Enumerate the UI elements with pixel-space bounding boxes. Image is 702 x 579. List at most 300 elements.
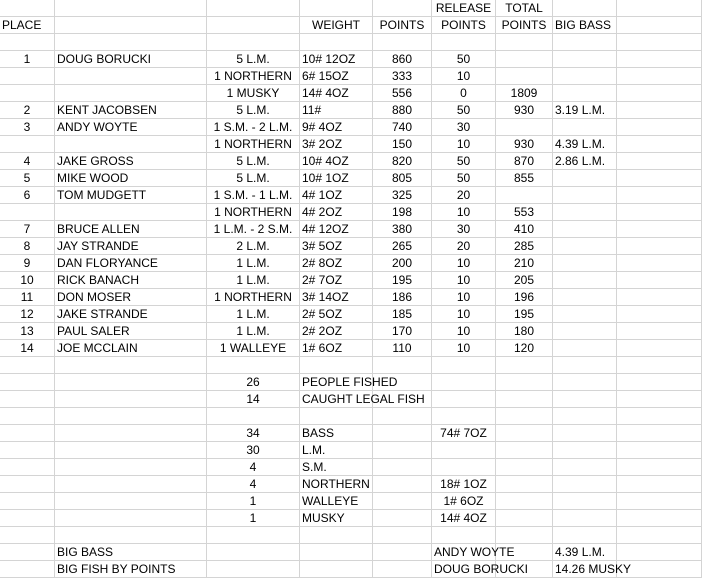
table-cell bbox=[617, 153, 702, 170]
table-cell: 5 L.M. bbox=[207, 102, 300, 119]
table-cell bbox=[496, 476, 553, 493]
table-cell: 1# 6OZ bbox=[300, 340, 373, 357]
table-cell bbox=[496, 187, 553, 204]
table-cell bbox=[553, 289, 617, 306]
table-cell: 1 S.M. - 1 L.M. bbox=[207, 187, 300, 204]
table-cell bbox=[55, 85, 207, 102]
table-cell bbox=[553, 357, 617, 374]
header-cell: PLACE bbox=[0, 17, 55, 34]
table-cell: 20 bbox=[432, 238, 496, 255]
table-cell bbox=[553, 187, 617, 204]
table-cell: 10 bbox=[432, 289, 496, 306]
table-cell bbox=[617, 340, 702, 357]
header-cell bbox=[55, 17, 207, 34]
table-cell: 930 bbox=[496, 102, 553, 119]
table-cell bbox=[617, 238, 702, 255]
table-cell: 4 bbox=[0, 153, 55, 170]
table-cell bbox=[496, 408, 553, 425]
table-cell bbox=[300, 561, 373, 578]
table-cell bbox=[553, 51, 617, 68]
table-cell: 820 bbox=[373, 153, 432, 170]
table-cell bbox=[617, 170, 702, 187]
table-cell bbox=[617, 408, 702, 425]
header-cell bbox=[553, 0, 617, 17]
table-cell: 30 bbox=[432, 221, 496, 238]
table-cell: 18# 1OZ bbox=[432, 476, 496, 493]
table-cell bbox=[553, 510, 617, 527]
table-cell: 380 bbox=[373, 221, 432, 238]
table-cell bbox=[553, 340, 617, 357]
table-cell bbox=[300, 357, 373, 374]
table-cell: ANDY WOYTE bbox=[434, 545, 515, 559]
table-cell bbox=[553, 221, 617, 238]
table-cell: 10# 1OZ bbox=[300, 170, 373, 187]
table-cell: BIG BASS bbox=[55, 544, 207, 561]
table-cell: 930 bbox=[496, 136, 553, 153]
table-cell: 1 NORTHERN bbox=[207, 68, 300, 85]
table-cell bbox=[0, 476, 55, 493]
table-cell: 880 bbox=[373, 102, 432, 119]
table-cell bbox=[55, 391, 207, 408]
table-cell bbox=[0, 408, 55, 425]
table-cell: 6# 15OZ bbox=[300, 68, 373, 85]
table-cell: 860 bbox=[373, 51, 432, 68]
table-cell: 4# 1OZ bbox=[300, 187, 373, 204]
table-cell: MUSKY bbox=[300, 510, 373, 527]
table-cell: 10# 4OZ bbox=[300, 153, 373, 170]
table-cell: 5 L.M. bbox=[207, 51, 300, 68]
table-cell bbox=[553, 68, 617, 85]
table-cell bbox=[207, 561, 300, 578]
table-cell: 2# 8OZ bbox=[300, 255, 373, 272]
table-cell: 10 bbox=[432, 340, 496, 357]
table-cell bbox=[0, 425, 55, 442]
table-cell bbox=[553, 272, 617, 289]
table-cell: 410 bbox=[496, 221, 553, 238]
table-cell: 805 bbox=[373, 170, 432, 187]
table-cell: 5 L.M. bbox=[207, 153, 300, 170]
table-cell: 1 MUSKY bbox=[207, 85, 300, 102]
table-cell bbox=[432, 408, 496, 425]
header-cell bbox=[373, 0, 432, 17]
table-cell: 1 bbox=[207, 510, 300, 527]
table-cell: NORTHERN bbox=[300, 476, 373, 493]
table-cell bbox=[617, 34, 702, 51]
table-cell bbox=[0, 68, 55, 85]
table-cell: 14.26 MUSKY bbox=[555, 562, 632, 576]
table-cell: 50 bbox=[432, 102, 496, 119]
table-cell: 10 bbox=[432, 204, 496, 221]
table-cell bbox=[207, 527, 300, 544]
table-cell bbox=[373, 561, 432, 578]
table-cell: 26 bbox=[207, 374, 300, 391]
table-cell: 1 L.M. - 2 S.M. bbox=[207, 221, 300, 238]
table-cell: 8 bbox=[0, 238, 55, 255]
table-cell: PEOPLE FISHED bbox=[302, 375, 398, 389]
table-cell bbox=[553, 527, 617, 544]
table-cell bbox=[496, 493, 553, 510]
table-cell: MIKE WOOD bbox=[55, 170, 207, 187]
table-cell: 285 bbox=[496, 238, 553, 255]
table-cell bbox=[617, 442, 702, 459]
table-cell bbox=[373, 425, 432, 442]
table-cell bbox=[496, 442, 553, 459]
table-cell bbox=[496, 68, 553, 85]
table-cell: 74# 7OZ bbox=[432, 425, 496, 442]
table-cell: 10 bbox=[432, 255, 496, 272]
table-cell bbox=[300, 408, 373, 425]
table-cell bbox=[496, 119, 553, 136]
table-cell bbox=[55, 374, 207, 391]
table-cell bbox=[55, 408, 207, 425]
table-cell: 196 bbox=[496, 289, 553, 306]
table-cell bbox=[553, 459, 617, 476]
table-cell: 195 bbox=[373, 272, 432, 289]
table-cell bbox=[617, 187, 702, 204]
table-cell bbox=[496, 459, 553, 476]
table-cell bbox=[617, 289, 702, 306]
header-cell bbox=[0, 0, 55, 17]
table-cell bbox=[55, 34, 207, 51]
table-cell bbox=[617, 527, 702, 544]
table-cell: 50 bbox=[432, 170, 496, 187]
table-cell bbox=[617, 493, 702, 510]
table-cell: 30 bbox=[432, 119, 496, 136]
table-cell: 2# 2OZ bbox=[300, 323, 373, 340]
table-cell: 186 bbox=[373, 289, 432, 306]
table-cell: PAUL SALER bbox=[55, 323, 207, 340]
table-cell bbox=[55, 476, 207, 493]
table-cell: 1 L.M. bbox=[207, 323, 300, 340]
table-cell bbox=[553, 119, 617, 136]
table-cell bbox=[617, 102, 702, 119]
table-cell bbox=[617, 561, 702, 578]
table-cell: 4 bbox=[207, 476, 300, 493]
table-cell bbox=[496, 561, 553, 578]
header-cell bbox=[207, 0, 300, 17]
table-cell: 150 bbox=[373, 136, 432, 153]
table-cell: 13 bbox=[0, 323, 55, 340]
table-cell: 1809 bbox=[496, 85, 553, 102]
table-cell: 1 L.M. bbox=[207, 272, 300, 289]
table-cell: L.M. bbox=[300, 442, 373, 459]
table-cell: 12 bbox=[0, 306, 55, 323]
table-cell bbox=[373, 408, 432, 425]
table-cell: 870 bbox=[496, 153, 553, 170]
table-cell: 855 bbox=[496, 170, 553, 187]
table-cell bbox=[496, 391, 553, 408]
table-cell: 11 bbox=[0, 289, 55, 306]
table-cell bbox=[553, 323, 617, 340]
table-cell: 10 bbox=[0, 272, 55, 289]
table-cell bbox=[617, 85, 702, 102]
table-cell: 10 bbox=[432, 272, 496, 289]
table-cell bbox=[300, 34, 373, 51]
table-cell: 4.39 L.M. bbox=[553, 544, 617, 561]
table-cell: 20 bbox=[432, 187, 496, 204]
table-cell: 30 bbox=[207, 442, 300, 459]
table-cell: 265 bbox=[373, 238, 432, 255]
table-cell bbox=[373, 374, 432, 391]
table-cell bbox=[55, 136, 207, 153]
table-cell: 740 bbox=[373, 119, 432, 136]
header-cell bbox=[55, 0, 207, 17]
table-cell: 10# 12OZ bbox=[300, 51, 373, 68]
table-cell: DON MOSER bbox=[55, 289, 207, 306]
header-cell: POINTS bbox=[496, 17, 553, 34]
table-cell: 2# 5OZ bbox=[300, 306, 373, 323]
table-cell bbox=[496, 544, 553, 561]
table-cell: DOUG BORUCKI bbox=[434, 562, 529, 576]
table-cell bbox=[432, 34, 496, 51]
table-cell bbox=[553, 391, 617, 408]
header-cell: RELEASE bbox=[432, 0, 496, 17]
table-cell bbox=[55, 204, 207, 221]
table-cell: 3 bbox=[0, 119, 55, 136]
table-cell: 50 bbox=[432, 153, 496, 170]
table-cell bbox=[617, 272, 702, 289]
table-cell bbox=[553, 255, 617, 272]
header-cell bbox=[617, 17, 702, 34]
header-cell: TOTAL bbox=[496, 0, 553, 17]
table-cell: CAUGHT LEGAL FISH bbox=[302, 392, 425, 406]
table-cell bbox=[617, 510, 702, 527]
header-cell: BIG BASS bbox=[553, 17, 617, 34]
table-cell: 180 bbox=[496, 323, 553, 340]
table-cell bbox=[300, 544, 373, 561]
table-cell bbox=[496, 425, 553, 442]
table-cell bbox=[0, 391, 55, 408]
table-cell bbox=[617, 68, 702, 85]
table-cell bbox=[55, 442, 207, 459]
table-cell bbox=[496, 510, 553, 527]
table-cell bbox=[0, 357, 55, 374]
table-cell: 1 L.M. bbox=[207, 255, 300, 272]
table-cell: 9# 4OZ bbox=[300, 119, 373, 136]
table-cell: 120 bbox=[496, 340, 553, 357]
table-cell: 7 bbox=[0, 221, 55, 238]
table-cell bbox=[0, 34, 55, 51]
table-cell: 34 bbox=[207, 425, 300, 442]
table-cell bbox=[373, 391, 432, 408]
table-cell: 195 bbox=[496, 306, 553, 323]
table-cell: 9 bbox=[0, 255, 55, 272]
table-cell bbox=[373, 34, 432, 51]
table-cell bbox=[553, 238, 617, 255]
table-cell bbox=[432, 527, 496, 544]
table-cell: 1 bbox=[0, 51, 55, 68]
table-cell bbox=[617, 459, 702, 476]
table-cell: 1# 6OZ bbox=[432, 493, 496, 510]
header-cell bbox=[617, 0, 702, 17]
table-cell: 333 bbox=[373, 68, 432, 85]
table-cell bbox=[373, 459, 432, 476]
table-cell: 210 bbox=[496, 255, 553, 272]
table-cell: 1 NORTHERN bbox=[207, 136, 300, 153]
table-cell bbox=[617, 323, 702, 340]
table-cell bbox=[373, 357, 432, 374]
table-cell: 198 bbox=[373, 204, 432, 221]
table-cell: JAKE STRANDE bbox=[55, 306, 207, 323]
table-cell bbox=[617, 51, 702, 68]
table-cell: TOM MUDGETT bbox=[55, 187, 207, 204]
table-cell: 205 bbox=[496, 272, 553, 289]
table-cell: ANDY WOYTE bbox=[55, 119, 207, 136]
table-cell bbox=[617, 544, 702, 561]
table-cell: RICK BANACH bbox=[55, 272, 207, 289]
table-cell bbox=[0, 136, 55, 153]
table-cell bbox=[0, 442, 55, 459]
table-cell bbox=[373, 442, 432, 459]
table-cell: KENT JACOBSEN bbox=[55, 102, 207, 119]
table-cell: 10 bbox=[432, 323, 496, 340]
table-cell: 3.19 L.M. bbox=[553, 102, 617, 119]
table-cell bbox=[553, 170, 617, 187]
table-cell bbox=[55, 527, 207, 544]
table-cell bbox=[207, 34, 300, 51]
table-cell bbox=[553, 34, 617, 51]
table-cell bbox=[0, 561, 55, 578]
table-cell: 185 bbox=[373, 306, 432, 323]
table-cell: S.M. bbox=[300, 459, 373, 476]
table-cell: 3# 2OZ bbox=[300, 136, 373, 153]
table-cell bbox=[373, 544, 432, 561]
table-cell bbox=[496, 34, 553, 51]
table-cell bbox=[617, 221, 702, 238]
table-cell bbox=[55, 68, 207, 85]
table-cell bbox=[373, 510, 432, 527]
table-cell: DOUG BORUCKI bbox=[55, 51, 207, 68]
table-cell bbox=[432, 391, 496, 408]
table-cell: 5 L.M. bbox=[207, 170, 300, 187]
header-cell: WEIGHT bbox=[300, 17, 373, 34]
table-cell bbox=[0, 544, 55, 561]
table-cell: 1 S.M. - 2 L.M. bbox=[207, 119, 300, 136]
table-cell: 1 WALLEYE bbox=[207, 340, 300, 357]
table-cell bbox=[617, 204, 702, 221]
table-cell bbox=[496, 357, 553, 374]
header-cell: POINTS bbox=[432, 17, 496, 34]
table-cell bbox=[617, 255, 702, 272]
table-cell: 6 bbox=[0, 187, 55, 204]
table-cell bbox=[432, 459, 496, 476]
table-cell bbox=[617, 391, 702, 408]
table-cell bbox=[617, 119, 702, 136]
table-cell: 553 bbox=[496, 204, 553, 221]
table-cell bbox=[0, 204, 55, 221]
table-cell bbox=[0, 493, 55, 510]
table-cell: 4# 12OZ bbox=[300, 221, 373, 238]
table-cell bbox=[617, 136, 702, 153]
table-cell: JAY STRANDE bbox=[55, 238, 207, 255]
table-cell: BIG FISH BY POINTS bbox=[55, 561, 207, 578]
table-cell: 14 bbox=[207, 391, 300, 408]
table-cell bbox=[553, 493, 617, 510]
table-cell bbox=[207, 408, 300, 425]
table-cell: JOE MCCLAIN bbox=[55, 340, 207, 357]
table-cell: 14# 4OZ bbox=[432, 510, 496, 527]
table-cell bbox=[553, 204, 617, 221]
table-cell: 4.39 L.M. bbox=[553, 136, 617, 153]
table-cell bbox=[553, 306, 617, 323]
table-cell bbox=[207, 544, 300, 561]
table-cell: 10 bbox=[432, 136, 496, 153]
table-cell bbox=[617, 357, 702, 374]
table-cell bbox=[0, 85, 55, 102]
table-cell: 11# bbox=[300, 102, 373, 119]
table-cell: 3# 5OZ bbox=[300, 238, 373, 255]
table-cell: 5 bbox=[0, 170, 55, 187]
table-cell bbox=[0, 374, 55, 391]
table-cell bbox=[553, 425, 617, 442]
table-cell bbox=[553, 85, 617, 102]
table-cell bbox=[373, 493, 432, 510]
table-cell: 1 L.M. bbox=[207, 306, 300, 323]
table-cell: JAKE GROSS bbox=[55, 153, 207, 170]
table-cell: 14 bbox=[0, 340, 55, 357]
table-cell bbox=[496, 374, 553, 391]
table-cell bbox=[432, 374, 496, 391]
table-cell bbox=[553, 442, 617, 459]
table-cell bbox=[496, 527, 553, 544]
table-cell bbox=[55, 493, 207, 510]
table-cell bbox=[55, 357, 207, 374]
table-cell: BASS bbox=[300, 425, 373, 442]
table-cell: 2 L.M. bbox=[207, 238, 300, 255]
table-cell bbox=[373, 527, 432, 544]
table-cell bbox=[55, 459, 207, 476]
table-cell: 50 bbox=[432, 51, 496, 68]
table-cell: 1 bbox=[207, 493, 300, 510]
table-cell: 2 bbox=[0, 102, 55, 119]
header-cell bbox=[300, 0, 373, 17]
header-cell bbox=[207, 17, 300, 34]
table-cell bbox=[300, 527, 373, 544]
table-cell bbox=[496, 51, 553, 68]
table-cell bbox=[0, 527, 55, 544]
table-cell bbox=[55, 425, 207, 442]
table-cell bbox=[617, 306, 702, 323]
table-cell: 10 bbox=[432, 306, 496, 323]
table-cell bbox=[432, 357, 496, 374]
table-cell: 200 bbox=[373, 255, 432, 272]
table-cell bbox=[0, 510, 55, 527]
table-cell: DAN FLORYANCE bbox=[55, 255, 207, 272]
table-cell: 4# 2OZ bbox=[300, 204, 373, 221]
table-cell bbox=[373, 476, 432, 493]
table-cell: 325 bbox=[373, 187, 432, 204]
table-cell bbox=[432, 442, 496, 459]
table-cell bbox=[617, 476, 702, 493]
table-cell: 1 NORTHERN bbox=[207, 289, 300, 306]
table-cell bbox=[553, 408, 617, 425]
table-cell: 2# 7OZ bbox=[300, 272, 373, 289]
table-cell bbox=[55, 510, 207, 527]
table-cell: 1 NORTHERN bbox=[207, 204, 300, 221]
table-cell: BRUCE ALLEN bbox=[55, 221, 207, 238]
table-cell: 10 bbox=[432, 68, 496, 85]
table-cell bbox=[553, 476, 617, 493]
header-cell: POINTS bbox=[373, 17, 432, 34]
table-cell: 3# 14OZ bbox=[300, 289, 373, 306]
table-cell: 14# 4OZ bbox=[300, 85, 373, 102]
table-cell: 0 bbox=[432, 85, 496, 102]
table-cell: 170 bbox=[373, 323, 432, 340]
table-cell bbox=[617, 425, 702, 442]
table-cell bbox=[553, 374, 617, 391]
table-cell bbox=[207, 357, 300, 374]
table-cell: 4 bbox=[207, 459, 300, 476]
